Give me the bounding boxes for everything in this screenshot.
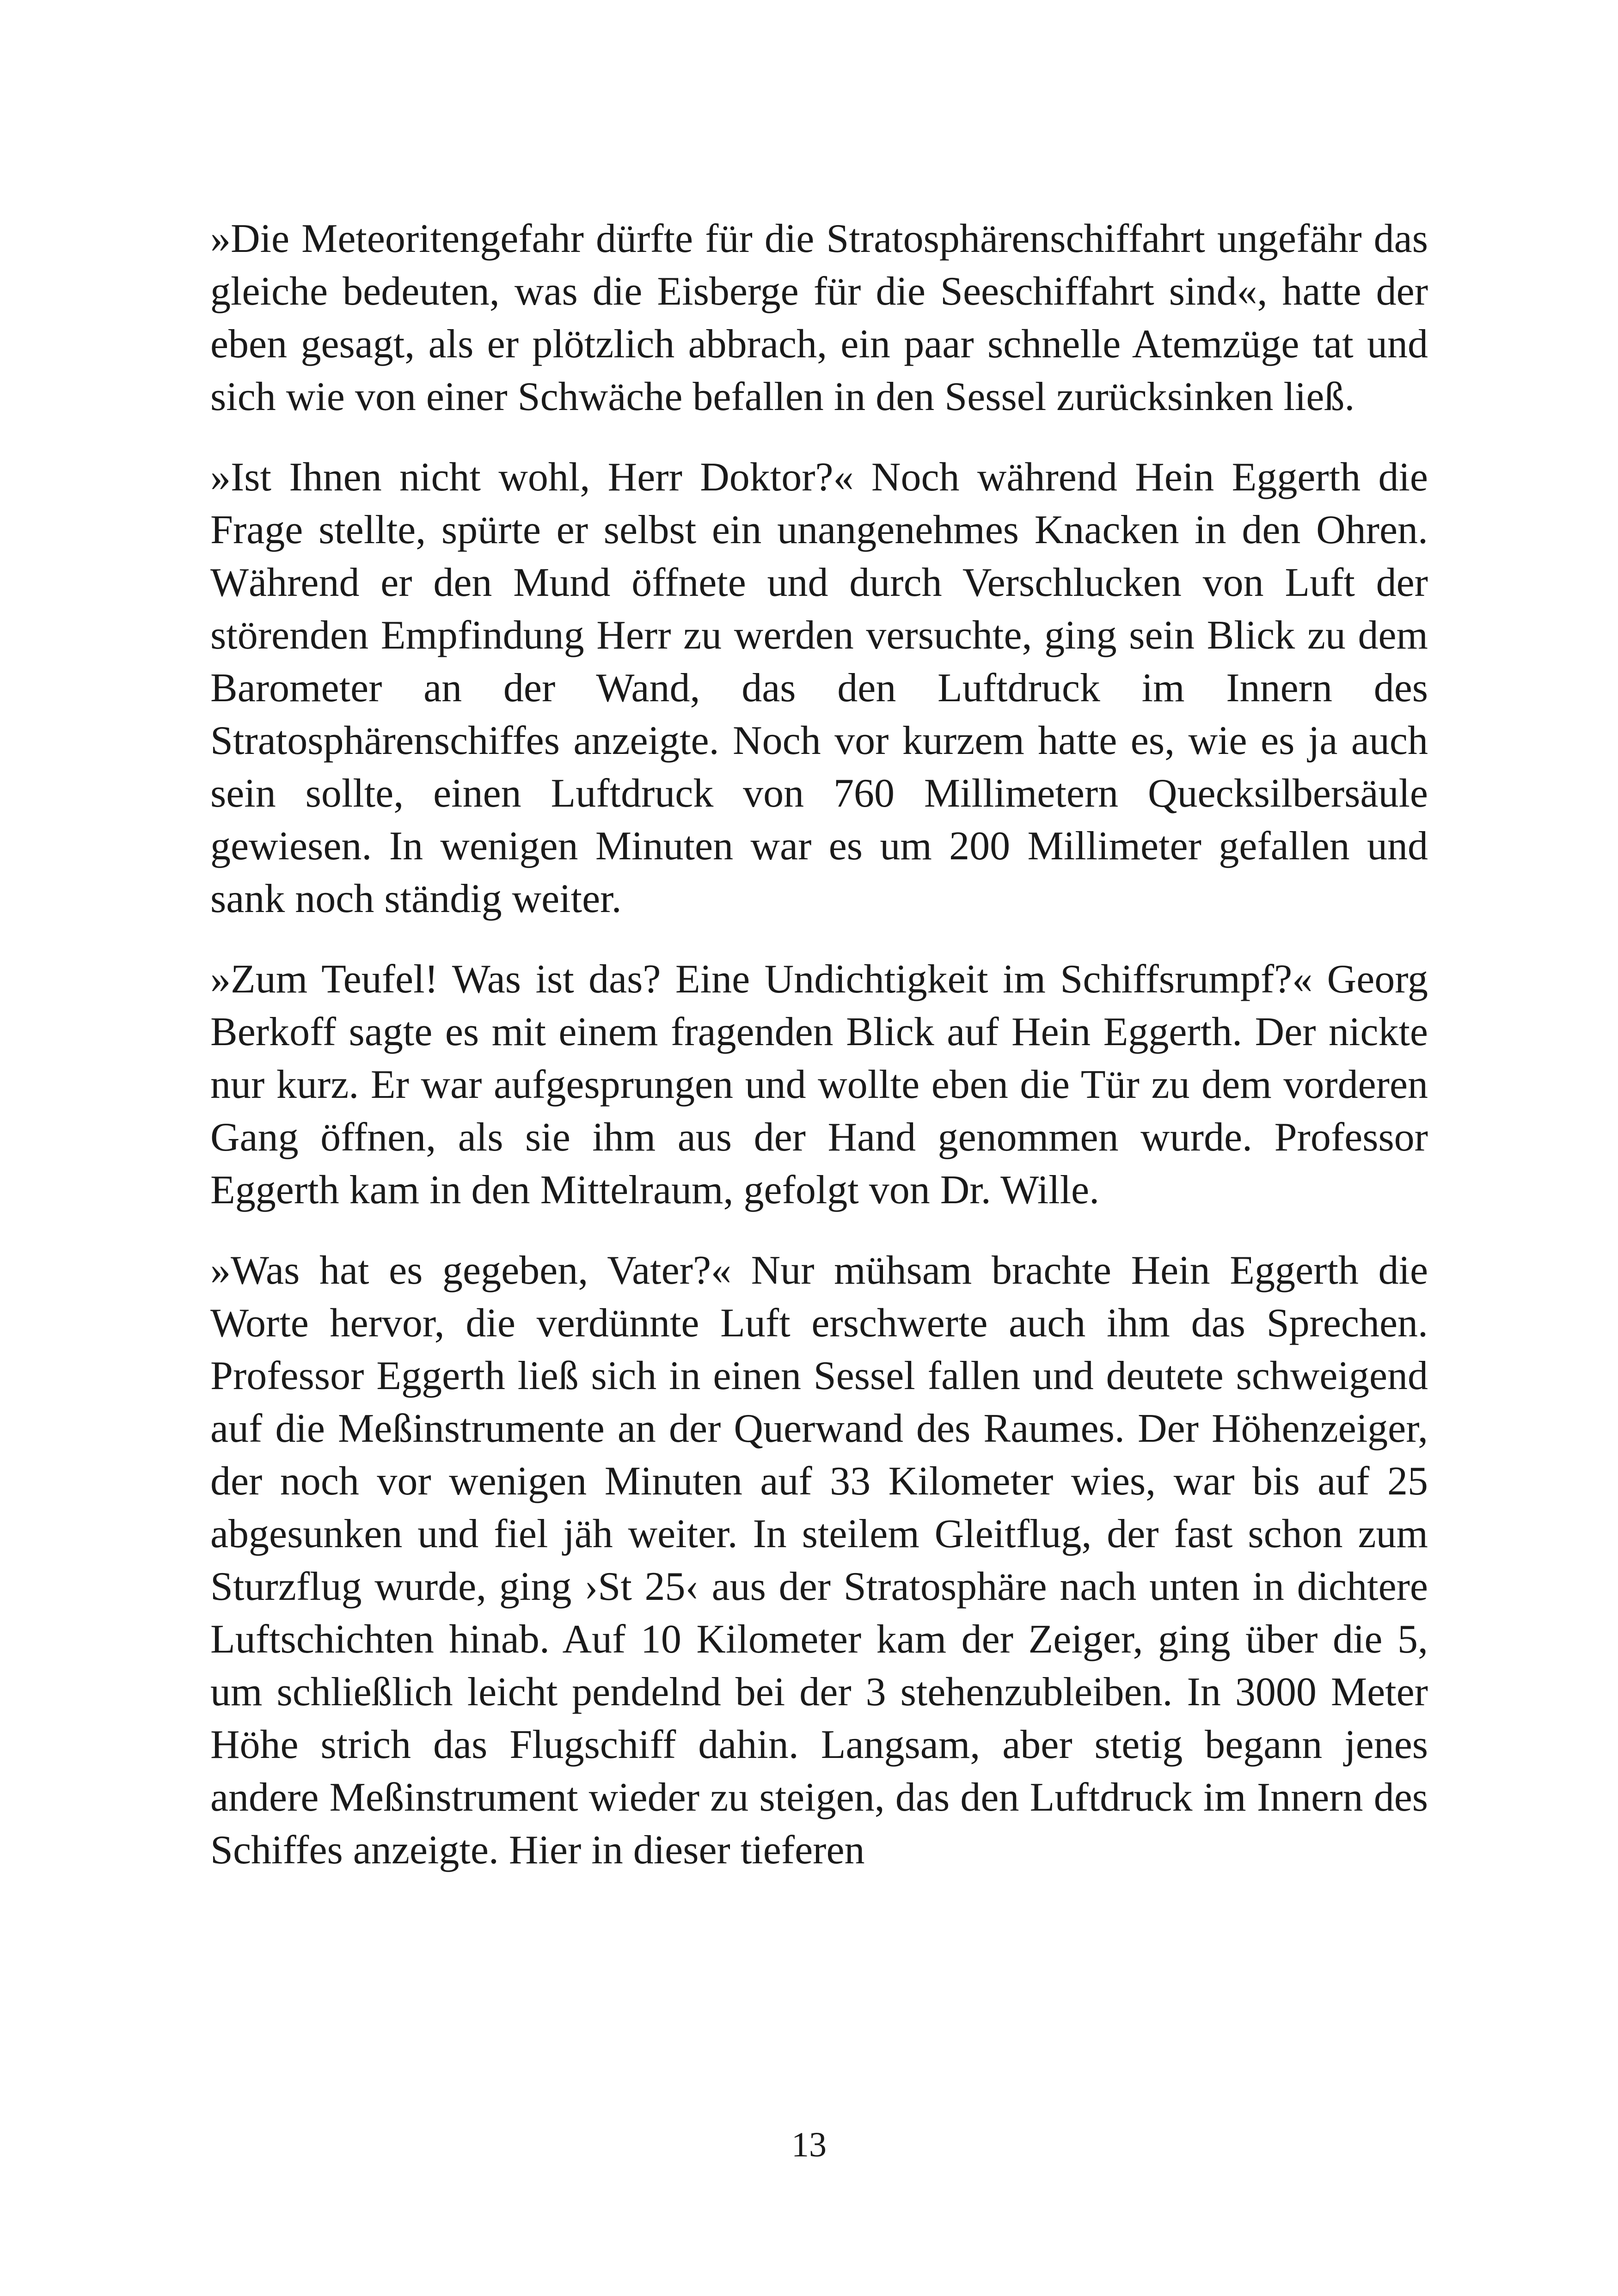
page-body xyxy=(210,213,1428,2108)
paragraph-3: »Zum Teufel! Was ist das? Eine Undichtigkeit im Schiffsrumpf?« Georg Berkoff sagte es mit einem fragenden Blick auf Hein Eggerth. Der nickte nur kurz. Er war aufgesprungen und wollte eben die Tür zu dem vorderen Gang öffnen, als sie ihm aus der Hand genommen wurde. Professor Eggerth kam in den Mittelraum, gefolgt von Dr. Wille. xyxy=(210,957,1428,1212)
paragraph-4: »Was hat es gegeben, Vater?« Nur mühsam brachte Hein Eggerth die Worte hervor, die verdünnte Luft erschwerte auch ihm das Sprechen. Professor Eggerth ließ sich in einen Sessel fallen und deutete schweigend auf die Meßinstrumente an der Querwand des Raumes. Der Höhenzeiger, der noch vor wenigen Minuten auf 33 Kilometer wies, war bis auf 25 abgesunken und fiel jäh weiter. In steilem Gleitflug, der fast schon zum Sturzflug wurde, ging ›St 25‹ aus der Stratosphäre nach unten in dichtere Luftschichten hinab. Auf 10 Kilometer kam der Zeiger, ging über die 5, um schließlich leicht pendelnd bei der 3 stehenzubleiben. In 3000 Meter Höhe strich das Flugschiff dahin. Langsam, aber stetig begann jenes andere Meßinstrument wieder zu steigen, das den Luftdruck im Innern des Schiffes anzeigte. Hier in dieser tieferen xyxy=(210,1248,1428,1873)
paragraph-1: »Die Meteoritengefahr dürfte für die Stratosphärenschiffahrt ungefähr das gleiche bedeuten, was die Eisberge für die Seeschiffahrt sind«, hatte der eben gesagt, als er plötzlich abbrach, ein paar schnelle Atemzüge tat und sich wie von einer Schwäche befallen in den Sessel zurücksinken ließ. xyxy=(210,216,1428,419)
page-number: 13 xyxy=(791,2125,827,2164)
paragraph-2: »Ist Ihnen nicht wohl, Herr Doktor?« Noch während Hein Eggerth die Frage stellte, spürte er selbst ein unangenehmes Knacken in den Ohren. Während er den Mund öffnete und durch Verschlucken von Luft der störenden Empfindung Herr zu werden versuchte, ging sein Blick zu dem Barometer an der Wand, das den Luftdruck im Innern des Stratosphärenschiffes anzeigte. Noch vor kurzem hatte es, wie es ja auch sein sollte, einen Luftdruck von 760 Millimetern Quecksilbersäule gewiesen. In wenigen Minuten war es um 200 Millimeter gefallen und sank noch ständig weiter. xyxy=(210,455,1428,921)
